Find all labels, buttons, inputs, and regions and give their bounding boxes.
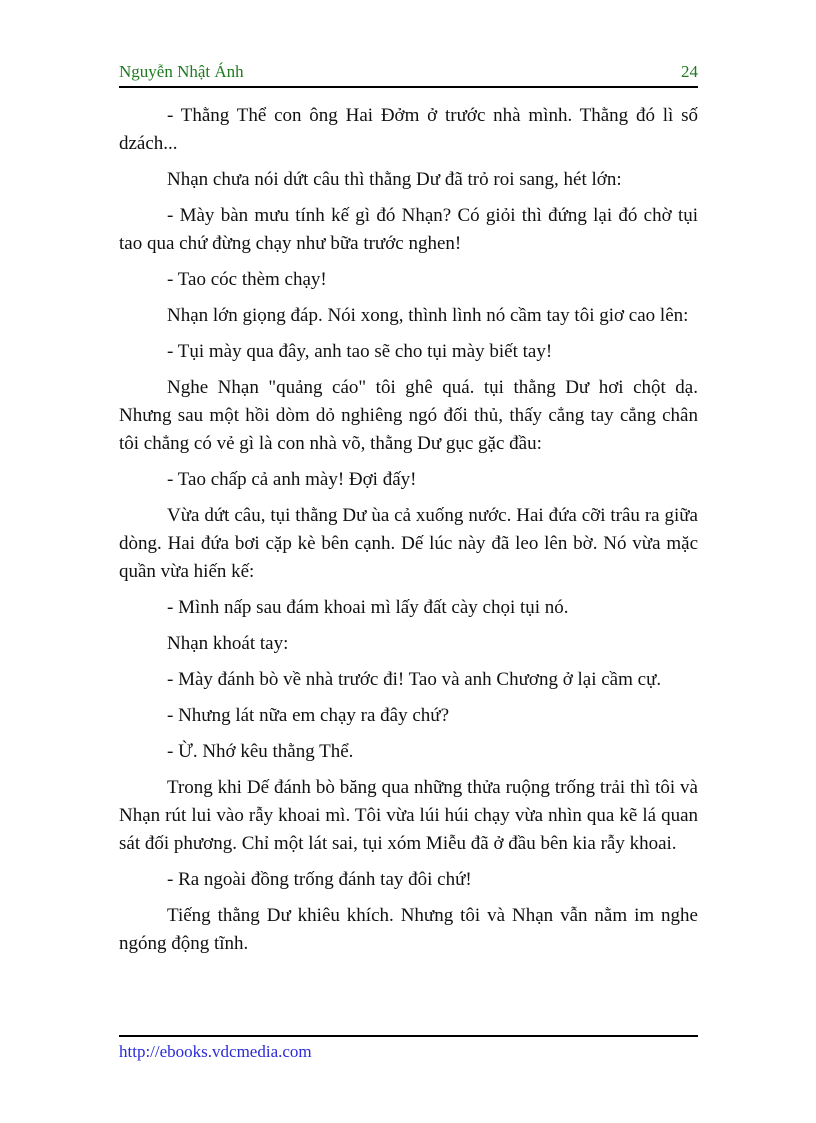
paragraph: - Tao chấp cả anh mày! Đợi đấy! [167,469,417,490]
paragraph: - Thằng Thể con ông Hai Đởm ở trước nhà mình. Thằng đó lì số dzách... [119,105,698,154]
footer-link[interactable]: http://ebooks.vdcmedia.com [119,1042,312,1061]
paragraph: Trong khi Dế đánh bò băng qua những thửa ruộng trống trải thì tôi và Nhạn rút lui vào rẫy khoai mì. Tôi vừa lúi húi chạy vừa nhìn qua kẽ lá quan sát đối phương. Chỉ một lát sai, tụi xóm Miễu đã ở đầu bên kia rẫy khoai. [119,777,698,854]
footer-rule [119,1035,698,1037]
paragraph: - Ra ngoài đồng trống đánh tay đôi chứ! [167,869,472,890]
body-text [119,102,698,966]
paragraph: Tiếng thằng Dư khiêu khích. Nhưng tôi và Nhạn vẫn nằm im nghe ngóng động tĩnh. [119,905,698,954]
paragraph: - Mày đánh bò về nhà trước đi! Tao và anh Chương ở lại cầm cự. [167,669,662,690]
paragraph: - Tụi mày qua đây, anh tao sẽ cho tụi mày biết tay! [167,341,553,362]
paragraph: Nghe Nhạn "quảng cáo" tôi ghê quá. tụi thằng Dư hơi chột dạ. Nhưng sau một hồi dòm dỏ nghiêng ngó đối thủ, thấy cẳng tay cẳng chân tôi chẳng có vẻ gì là con nhà võ, thằng Dư gục gặc đầu: [119,377,698,454]
paragraph: Vừa dứt câu, tụi thằng Dư ùa cả xuống nước. Hai đứa cỡi trâu ra giữa dòng. Hai đứa bơi cặp kè bên cạnh. Dế lúc này đã leo lên bờ. Nó vừa mặc quần vừa hiến kế: [119,505,698,582]
paragraph: - Mình nấp sau đám khoai mì lấy đất cày chọi tụi nó. [167,597,569,618]
page-number: 24 [681,62,698,81]
page-header [119,62,698,82]
paragraph: - Nhưng lát nữa em chạy ra đây chứ? [167,705,450,726]
paragraph: Nhạn chưa nói dứt câu thì thằng Dư đã trỏ roi sang, hét lớn: [167,169,622,190]
paragraph: - Ừ. Nhớ kêu thằng Thể. [167,741,354,762]
paragraph: - Tao cóc thèm chạy! [167,269,327,290]
paragraph: - Mày bàn mưu tính kế gì đó Nhạn? Có giỏi thì đứng lại đó chờ tụi tao qua chứ đừng chạy như bữa trước nghen! [119,205,698,254]
header-rule [119,86,698,88]
paragraph: Nhạn khoát tay: [167,633,289,654]
author-name: Nguyễn Nhật Ánh [119,62,244,81]
paragraph: Nhạn lớn giọng đáp. Nói xong, thình lình nó cầm tay tôi giơ cao lên: [167,305,689,326]
